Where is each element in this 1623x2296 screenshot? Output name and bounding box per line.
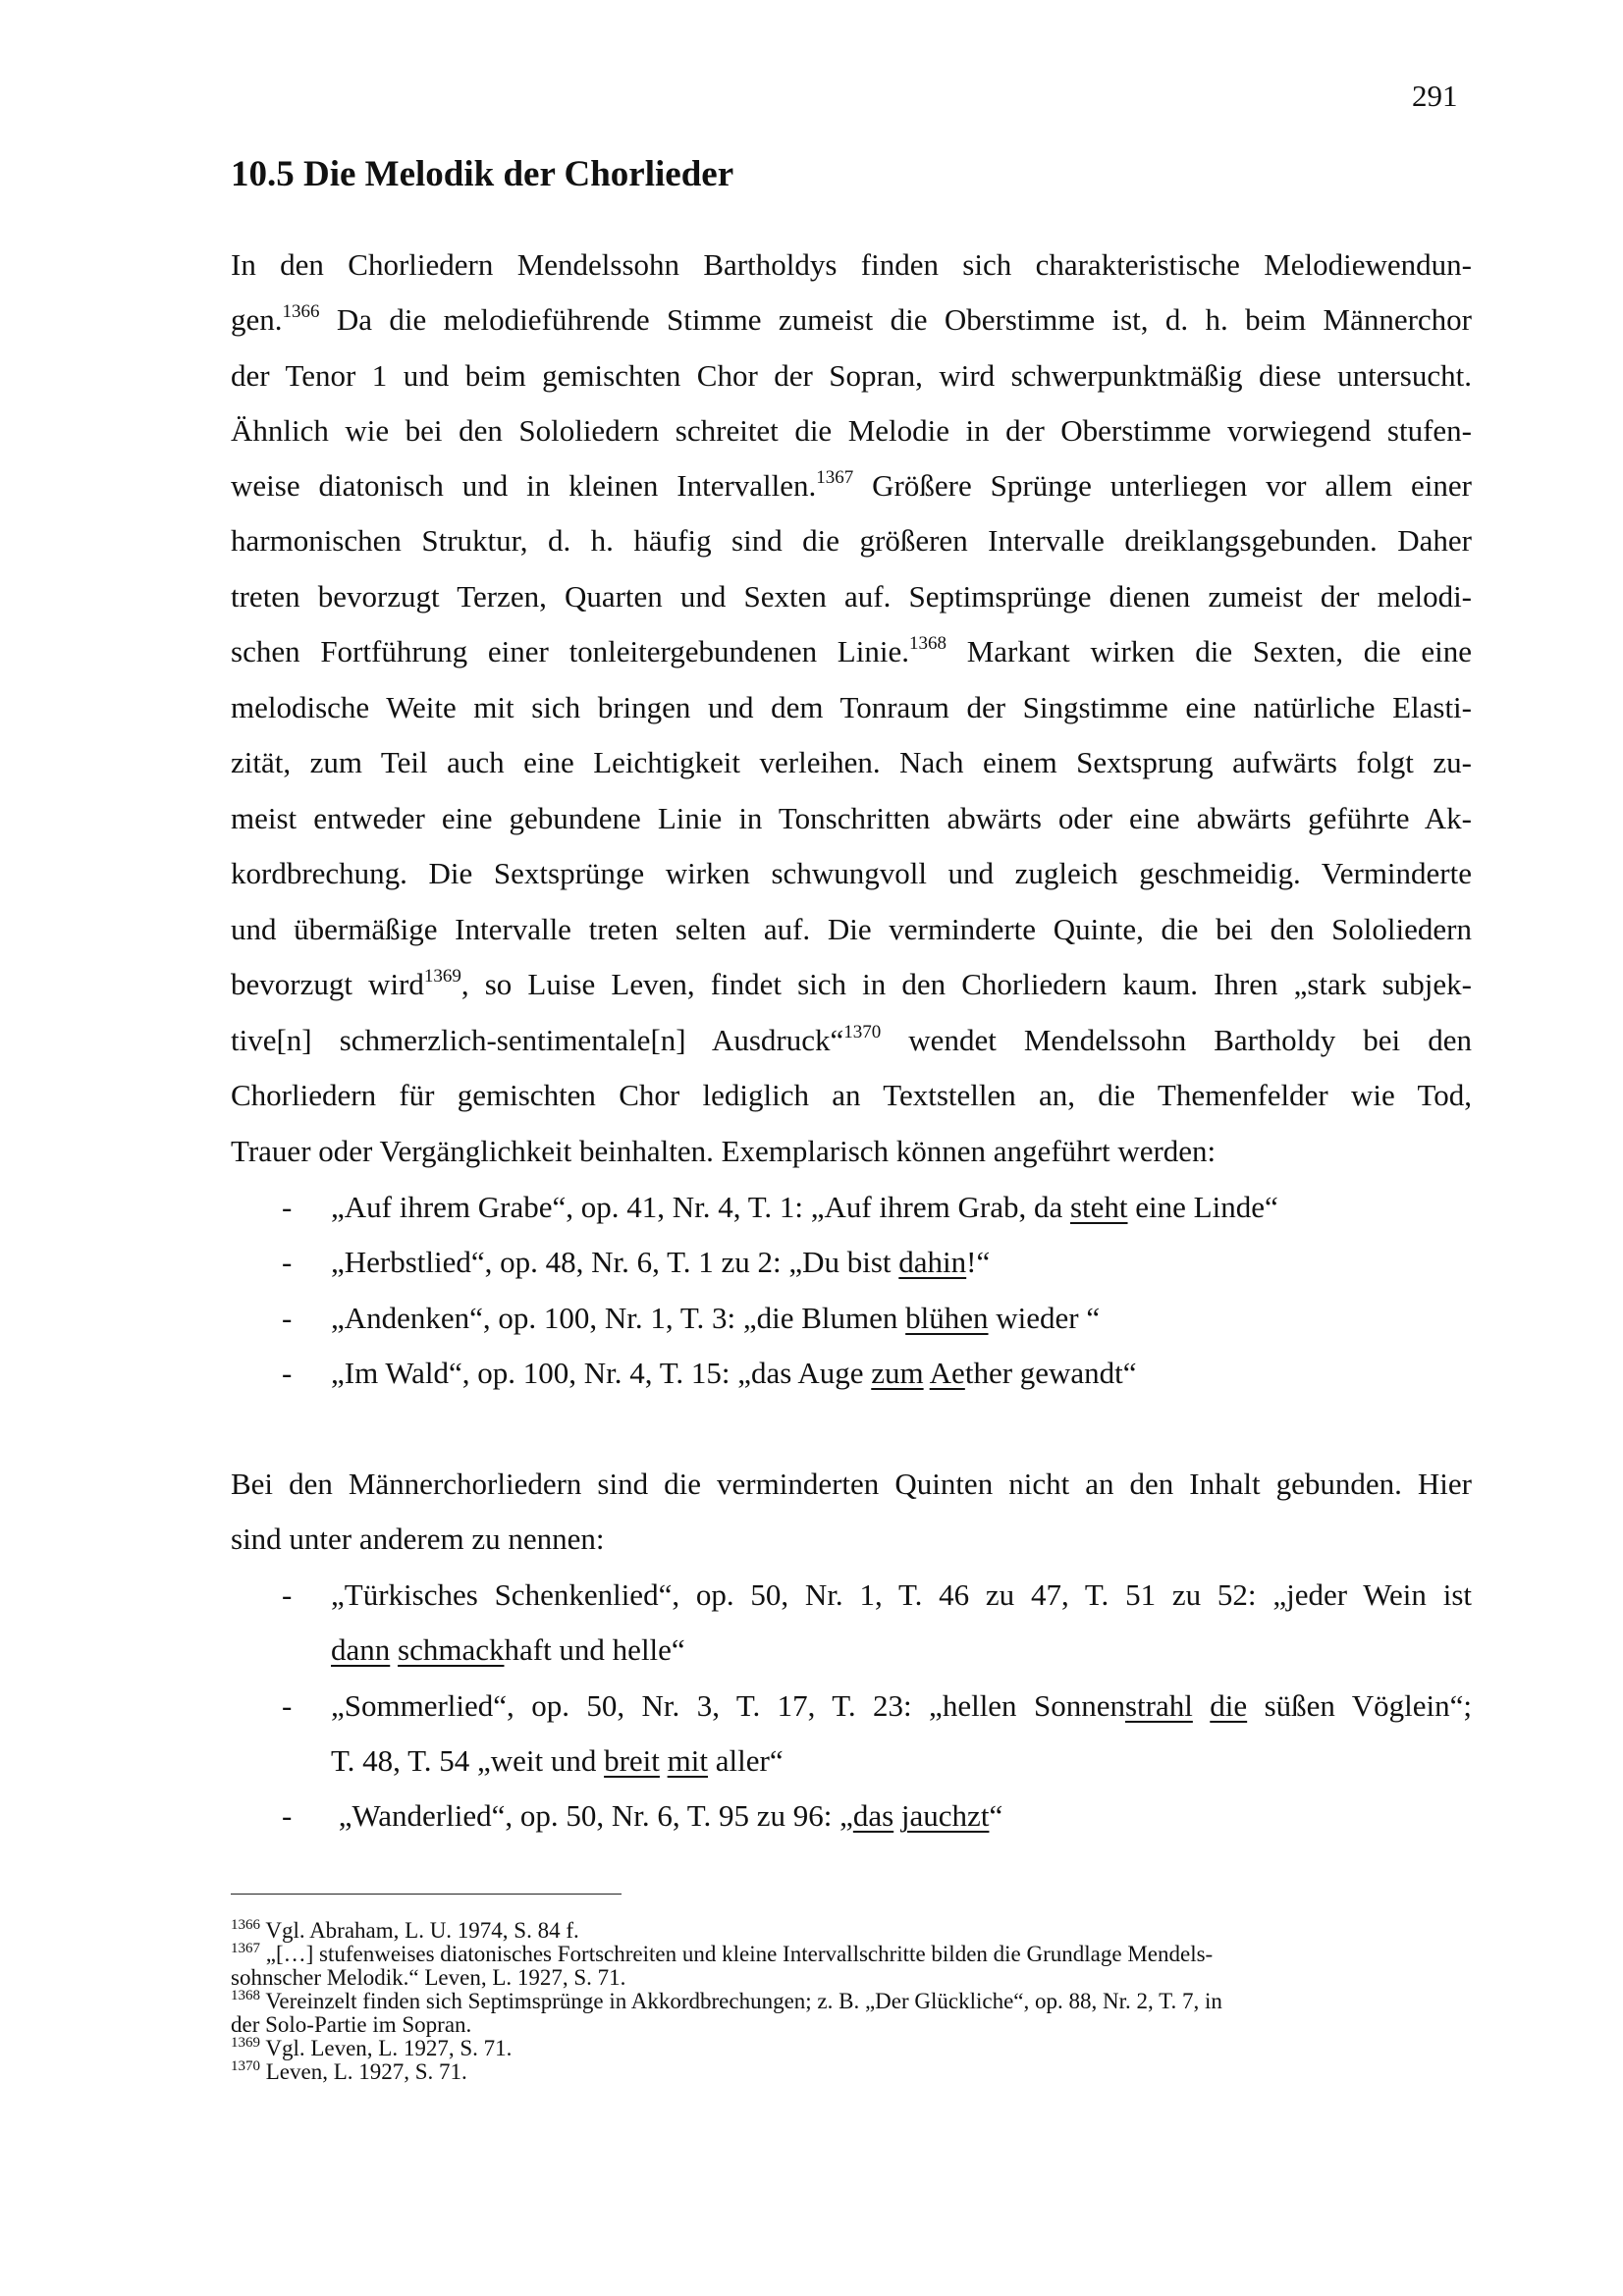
text-line: schen Fortführung einer tonleitergebundenen Linie.$^{1368}$ Markant wirken die Sexten, die eine — [231, 633, 1472, 668]
list-bullet: - — [282, 1190, 293, 1224]
text-line: tive[n] schmerzlich-sentimentale[n] Ausdruck“$^{1370}$ wendet Mendelssohn Bartholdy bei den — [231, 1022, 1472, 1057]
footnote-ref[interactable]: 1368 — [908, 633, 947, 654]
footnote-ref[interactable]: 1367 — [816, 467, 854, 488]
list-bullet: - — [282, 1356, 293, 1390]
list-bullet: - — [282, 1245, 293, 1279]
text-line: meist entweder eine gebundene Linie in Tonschritten abwärts oder eine abwärts geführte Ak- — [231, 801, 1472, 835]
footnote: $^{1366}$ Vgl. Abraham, L. U. 1974, S. 84 f. — [231, 1917, 579, 1943]
footnote-continuation: sohnscher Melodik.“ Leven, L. 1927, S. 71. — [231, 1965, 626, 1990]
text-line: gen.$^{1366}$ Da die melodieführende Stimme zumeist die Oberstimme ist, d. h. beim Männerchor — [231, 301, 1472, 337]
page-number: 291 — [1412, 79, 1458, 113]
footnote: $^{1367}$ „[…] stufenweises diatonisches Fortschreiten und kleine Intervallschritte bilden die Grundlage Mendels- — [231, 1941, 1214, 1966]
section-heading: 10.5 Die Melodik der Chorlieder — [231, 154, 734, 194]
text-line: der Tenor 1 und beim gemischten Chor der Sopran, wird schwerpunktmäßig diese untersucht. — [231, 358, 1472, 393]
footnote-ref[interactable]: 1370 — [843, 1022, 882, 1042]
list-bullet: - — [282, 1688, 293, 1723]
list-item: „Im Wald“, op. 100, Nr. 4, T. 15: „das Auge zum Aether gewandt“ — [331, 1356, 1137, 1390]
list-bullet: - — [282, 1301, 293, 1335]
text-line: weise diatonisch und in kleinen Intervallen.$^{1367}$ Größere Sprünge unterliegen vor allem einer — [231, 467, 1473, 503]
text-line: bevorzugt wird$^{1369}$, so Luise Leven, findet sich in den Chorliedern kaum. Ihren „stark subjek- — [231, 966, 1472, 1001]
text-line: Ähnlich wie bei den Sololiedern schreitet die Melodie in der Oberstimme vorwiegend stufen- — [231, 413, 1472, 448]
footnote-continuation: der Solo-Partie im Sopran. — [231, 2012, 472, 2037]
list-item: „Andenken“, op. 100, Nr. 1, T. 3: „die Blumen blühen wieder “ — [331, 1301, 1101, 1335]
footnote-separator — [231, 1894, 622, 1895]
footnote-ref[interactable]: 1366 — [282, 301, 320, 322]
footnote: $^{1368}$ Vereinzelt finden sich Septimsprünge in Akkordbrechungen; z. B. „Der Glückliche“, op. 88, Nr. 2, T. 7, in — [231, 1988, 1222, 2013]
list-item-continuation: T. 48, T. 54 „weit und breit mit aller“ — [331, 1743, 784, 1778]
list-bullet: - — [282, 1577, 293, 1612]
text-line: Trauer oder Vergänglichkeit beinhalten. Exemplarisch können angeführt werden: — [231, 1134, 1217, 1168]
footnote-ref[interactable]: 1369 — [423, 966, 461, 987]
footnote: $^{1370}$ Leven, L. 1927, S. 71. — [231, 2058, 467, 2084]
list-item: „Türkisches Schenkenlied“, op. 50, Nr. 1, T. 46 zu 47, T. 51 zu 52: „jeder Wein ist — [331, 1577, 1472, 1612]
text-line: melodische Weite mit sich bringen und dem Tonraum der Singstimme eine natürliche Elasti- — [231, 690, 1472, 724]
text-line: treten bevorzugt Terzen, Quarten und Sexten auf. Septimsprünge dienen zumeist der melodi- — [231, 579, 1472, 614]
footnote: $^{1369}$ Vgl. Leven, L. 1927, S. 71. — [231, 2035, 513, 2060]
text-line: sind unter anderem zu nennen: — [231, 1522, 605, 1556]
list-bullet: - — [282, 1798, 293, 1833]
list-item: „Herbstlied“, op. 48, Nr. 6, T. 1 zu 2: „Du bist dahin!“ — [331, 1245, 991, 1279]
text-line: Chorliedern für gemischten Chor lediglich an Textstellen an, die Themenfelder wie Tod, — [231, 1078, 1472, 1112]
text-line: kordbrechung. Die Sextsprünge wirken schwungvoll und zugleich geschmeidig. Verminderte — [231, 856, 1472, 890]
list-item: „Auf ihrem Grabe“, op. 41, Nr. 4, T. 1: „Auf ihrem Grab, da steht eine Linde“ — [331, 1190, 1278, 1224]
text-line: Bei den Männerchorliedern sind die verminderten Quinten nicht an den Inhalt gebunden. Hier — [231, 1467, 1472, 1501]
text-line: harmonischen Struktur, d. h. häufig sind die größeren Intervalle dreiklangsgebunden. Daher — [231, 523, 1472, 558]
text-line: In den Chorliedern Mendelssohn Bartholdys finden sich charakteristische Melodiewendun- — [231, 247, 1472, 282]
text-line: und übermäßige Intervalle treten selten auf. Die verminderte Quinte, die bei den Sololiedern — [231, 912, 1472, 946]
text-line: zität, zum Teil auch eine Leichtigkeit verleihen. Nach einem Sextsprung aufwärts folgt zu- — [231, 745, 1472, 779]
list-item-continuation: dann schmackhaft und helle“ — [331, 1632, 685, 1667]
list-item: „Sommerlied“, op. 50, Nr. 3, T. 17, T. 23: „hellen Sonnenstrahl die süßen Vöglein“; — [331, 1688, 1472, 1723]
list-item: „Wanderlied“, op. 50, Nr. 6, T. 95 zu 96: „das jauchzt“ — [331, 1798, 1003, 1833]
